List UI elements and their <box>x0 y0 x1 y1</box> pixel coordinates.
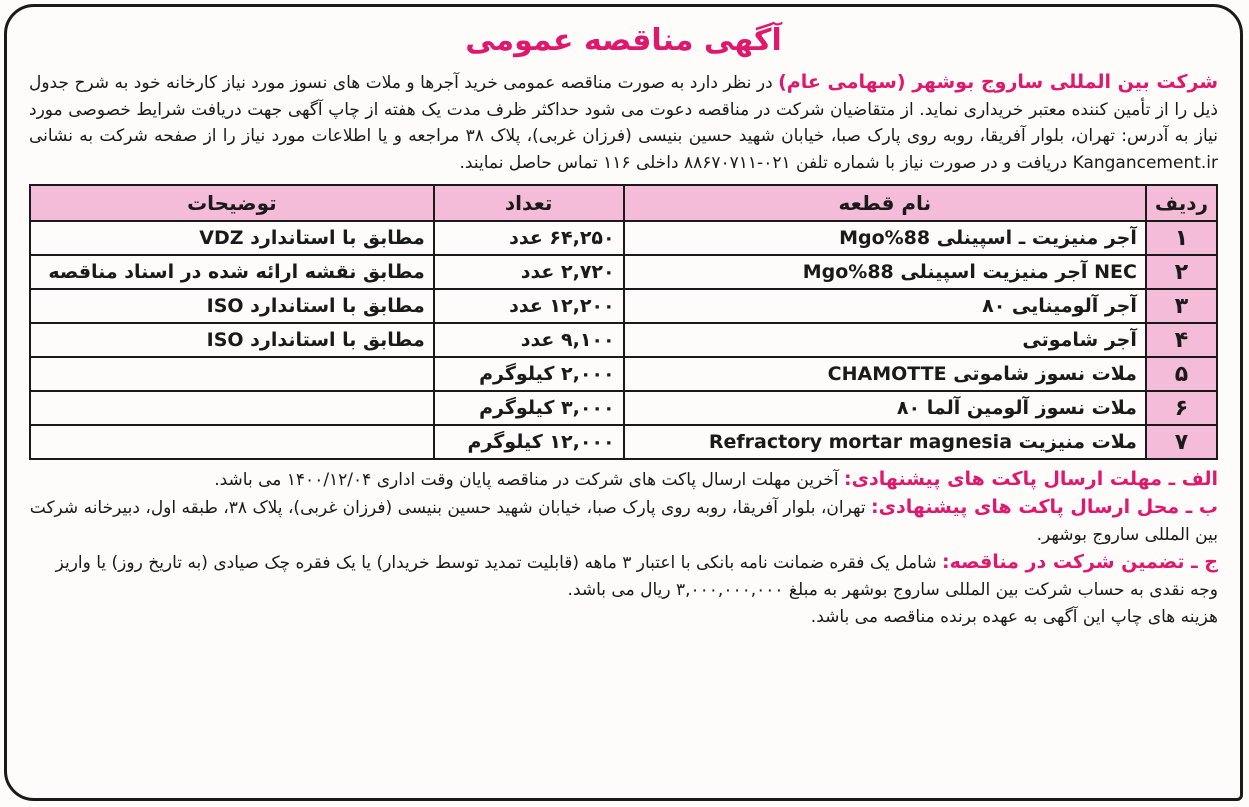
row-number: ۵ <box>1146 357 1217 391</box>
description <box>30 357 434 391</box>
part-name: ملات نسوز شاموتی CHAMOTTE <box>624 357 1146 391</box>
row-number: ۴ <box>1146 323 1217 357</box>
section-submission-place <box>29 494 1218 549</box>
description: مطابق نقشه ارائه شده در اسناد مناقصه <box>30 255 434 289</box>
row-number: ۱ <box>1146 221 1217 255</box>
quantity: ۶۴,۲۵۰ عدد <box>434 221 624 255</box>
guarantee-text: شامل یک فقره ضمانت نامه بانکی با اعتبار ۳ ماهه (قابلیت تمدید توسط خریدار) یا یک فقره چک صیادی (به تاریخ روز) یا واریز وجه نقدی به حساب شرکت بین المللی ساروج بوشهر به مبلغ ۳,۰۰۰,۰۰۰,۰۰۰ ریال می باشد. <box>55 553 1218 600</box>
table-row <box>30 425 1217 459</box>
quantity: ۲,۷۲۰ عدد <box>434 255 624 289</box>
quantity: ۱۲,۰۰۰ کیلوگرم <box>434 425 624 459</box>
header-description: توضیحات <box>30 185 434 221</box>
table-row <box>30 391 1217 425</box>
intro-paragraph <box>29 69 1218 176</box>
company-name: شرکت بین المللی ساروج بوشهر (سهامی عام) <box>778 71 1219 93</box>
deadline-label: الف ـ مهلت ارسال پاکت های پیشنهادی: <box>844 468 1218 490</box>
row-number: ۳ <box>1146 289 1217 323</box>
description <box>30 425 434 459</box>
submission-place-label: ب ـ محل ارسال پاکت های پیشنهادی: <box>870 496 1218 518</box>
notice-title: آگهی مناقصه عمومی <box>465 23 782 58</box>
description: مطابق با استاندارد ISO <box>30 289 434 323</box>
header-quantity: تعداد <box>434 185 624 221</box>
quantity: ۲,۰۰۰ کیلوگرم <box>434 357 624 391</box>
row-number: ۶ <box>1146 391 1217 425</box>
submission-place-text: تهران، بلوار آفریقا، روبه روی پارک صبا، خیابان شهید حسین بنیسی (فرزان غربی)، پلاک ۳۸، طبقه اول، دبیرخانه شرکت بین المللی ساروج بوشهر. <box>29 498 1218 545</box>
quantity: ۱۲,۲۰۰ عدد <box>434 289 624 323</box>
deadline-text: آخرین مهلت ارسال پاکت های شرکت در مناقصه پایان وقت اداری ۱۴۰۰/۱۲/۰۴ می باشد. <box>214 470 845 490</box>
table-header-row <box>30 185 1217 221</box>
conditions-sections <box>29 466 1218 631</box>
part-name: آجر آلومینایی ۸۰ <box>624 289 1146 323</box>
row-number: ۷ <box>1146 425 1217 459</box>
part-name: NEC آجر منیزیت اسپینلی Mgo%88 <box>624 255 1146 289</box>
tender-notice <box>4 4 1243 801</box>
header-row-number: ردیف <box>1146 185 1217 221</box>
row-number: ۲ <box>1146 255 1217 289</box>
part-name: ملات منیزیت Refractory mortar magnesia <box>624 425 1146 459</box>
description: مطابق با استاندارد ISO <box>30 323 434 357</box>
header-part-name: نام قطعه <box>624 185 1146 221</box>
part-name: آجر شاموتی <box>624 323 1146 357</box>
table-row <box>30 221 1217 255</box>
section-deadline <box>29 466 1218 494</box>
table-row <box>30 289 1217 323</box>
quantity: ۳,۰۰۰ کیلوگرم <box>434 391 624 425</box>
part-name: آجر منیزیت ـ اسپینلی Mgo%88 <box>624 221 1146 255</box>
table-row <box>30 323 1217 357</box>
quantity: ۹,۱۰۰ عدد <box>434 323 624 357</box>
guarantee-label: ج ـ تضمین شرکت در مناقصه: <box>941 551 1218 573</box>
table-row <box>30 357 1217 391</box>
part-name: ملات نسوز آلومین آلما ۸۰ <box>624 391 1146 425</box>
description: مطابق با استاندارد VDZ <box>30 221 434 255</box>
section-guarantee <box>29 549 1218 604</box>
intro-text: در نظر دارد به صورت مناقصه عمومی خرید آجرها و ملات های نسوز مورد نیاز کارخانه خود به شرح جدول ذیل را از تأمین کننده معتبر خریداری نماید. از متقاضیان شرکت در مناقصه دعوت می شود حداکثر ظرف مدت یک هفته از چاپ آگهی جهت دریافت شرایط خصوصی مورد نیاز به آدرس: تهران، بلوار آفریقا، روبه روی پارک صبا، خیابان شهید حسین بنیسی (فرزان غربی)، پلاک ۳۸ مراجعه و یا اطلاعات مورد نیاز را از صفحه شرکت به نشانی Kangancement.ir دریافت و در صورت نیاز با شماره تلفن ۰۲۱-۸۸۶۷۰۷۱۱ داخلی ۱۱۶ تماس حاصل نمایند. <box>29 73 1218 173</box>
table-row <box>30 255 1217 289</box>
description <box>30 391 434 425</box>
items-table <box>29 184 1218 460</box>
footer-note: هزینه های چاپ این آگهی به عهده برنده مناقصه می باشد. <box>810 607 1218 627</box>
